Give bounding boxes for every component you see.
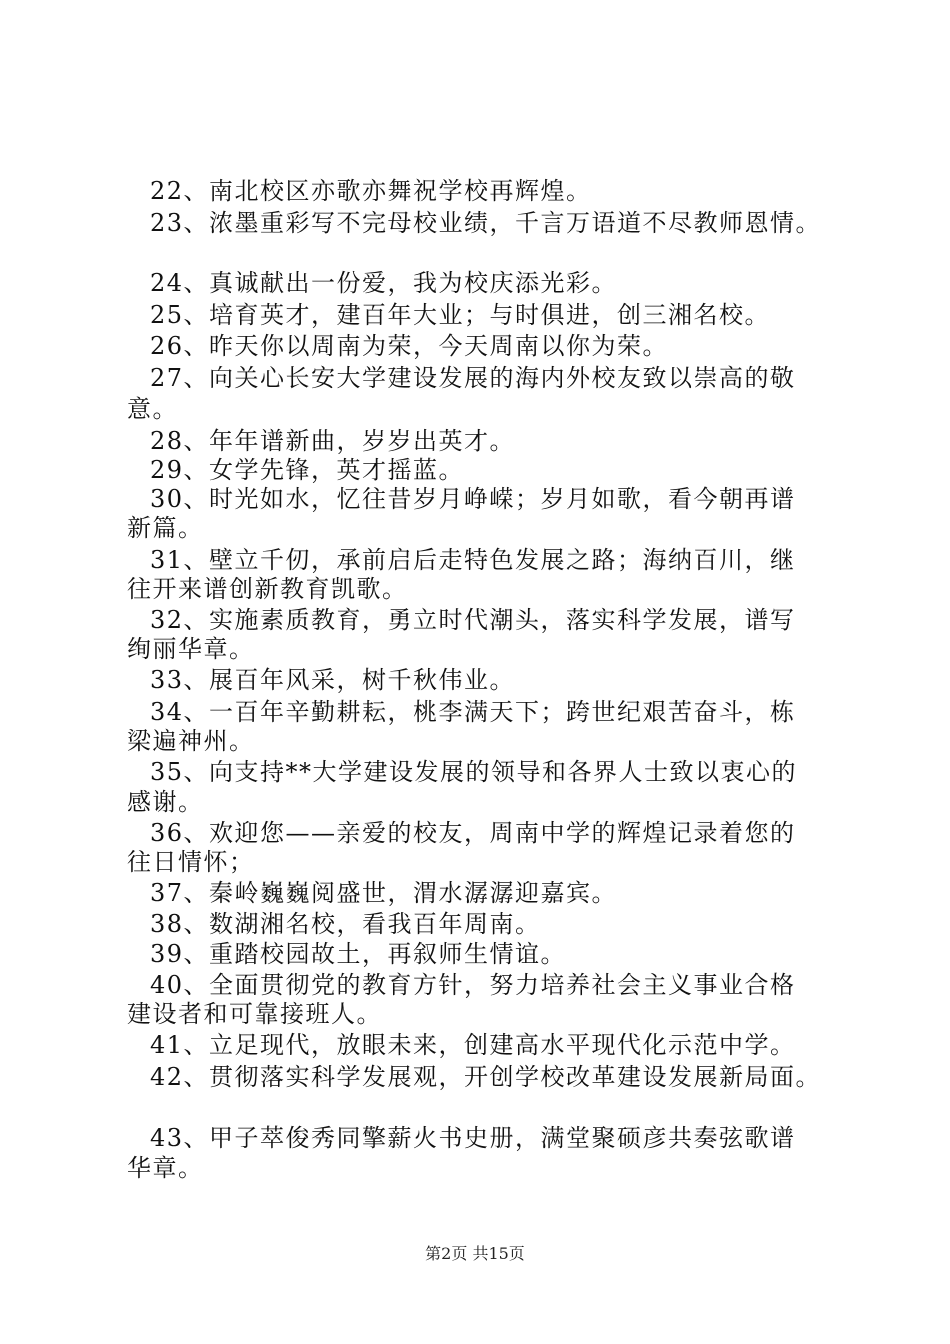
slogan-34-cont: 梁遍神州。 xyxy=(127,727,255,755)
slogan-38: 38、数湖湘名校，看我百年周南。 xyxy=(150,910,541,938)
slogan-36-cont: 往日情怀； xyxy=(127,848,255,876)
slogan-42: 42、贯彻落实科学发展观，开创学校改革建设发展新局面。 xyxy=(150,1063,822,1091)
slogan-29: 29、女学先锋，英才摇蓝。 xyxy=(150,456,465,484)
slogan-35-cont: 感谢。 xyxy=(127,788,204,816)
slogan-35: 35、向支持**大学建设发展的领导和各界人士致以衷心的 xyxy=(150,758,798,786)
slogan-22: 22、南北校区亦歌亦舞祝学校再辉煌。 xyxy=(150,177,592,205)
slogan-40-cont: 建设者和可靠接班人。 xyxy=(127,1000,382,1028)
slogan-26: 26、昨天你以周南为荣，今天周南以你为荣。 xyxy=(150,332,669,360)
slogan-27-cont: 意。 xyxy=(127,395,178,423)
slogan-34: 34、一百年辛勤耕耘，桃李满天下；跨世纪艰苦奋斗，栋 xyxy=(150,698,796,726)
slogan-30-cont: 新篇。 xyxy=(127,514,204,542)
slogan-43-cont: 华章。 xyxy=(127,1154,204,1182)
slogan-30: 30、时光如水，忆往昔岁月峥嵘；岁月如歌，看今朝再谱 xyxy=(150,485,796,513)
page-footer: 第2页 共15页 xyxy=(425,1244,525,1263)
slogan-28: 28、年年谱新曲，岁岁出英才。 xyxy=(150,427,516,455)
slogan-36: 36、欢迎您——亲爱的校友，周南中学的辉煌记录着您的 xyxy=(150,819,796,847)
slogan-43: 43、甲子萃俊秀同擎薪火书史册，满堂聚硕彦共奏弦歌谱 xyxy=(150,1124,796,1152)
slogan-31-cont: 往开来谱创新教育凯歌。 xyxy=(127,575,408,603)
slogan-25: 25、培育英才，建百年大业；与时俱进，创三湘名校。 xyxy=(150,301,771,329)
slogan-41: 41、立足现代，放眼未来，创建高水平现代化示范中学。 xyxy=(150,1031,796,1059)
slogan-31: 31、壁立千仞，承前启后走特色发展之路；海纳百川，继 xyxy=(150,546,796,574)
slogan-39: 39、重踏校园故土，再叙师生情谊。 xyxy=(150,940,567,968)
slogan-32: 32、实施素质教育，勇立时代潮头，落实科学发展，谱写 xyxy=(150,606,796,634)
slogan-33: 33、展百年风采，树千秋伟业。 xyxy=(150,666,516,694)
slogan-24: 24、真诚献出一份爱，我为校庆添光彩。 xyxy=(150,269,618,297)
slogan-32-cont: 绚丽华章。 xyxy=(127,635,255,663)
slogan-27: 27、向关心长安大学建设发展的海内外校友致以崇高的敬 xyxy=(150,364,796,392)
slogan-37: 37、秦岭巍巍阅盛世，渭水潺潺迎嘉宾。 xyxy=(150,879,618,907)
slogan-23: 23、浓墨重彩写不完母校业绩，千言万语道不尽教师恩情。 xyxy=(150,209,822,237)
slogan-40: 40、全面贯彻党的教育方针，努力培养社会主义事业合格 xyxy=(150,971,796,999)
